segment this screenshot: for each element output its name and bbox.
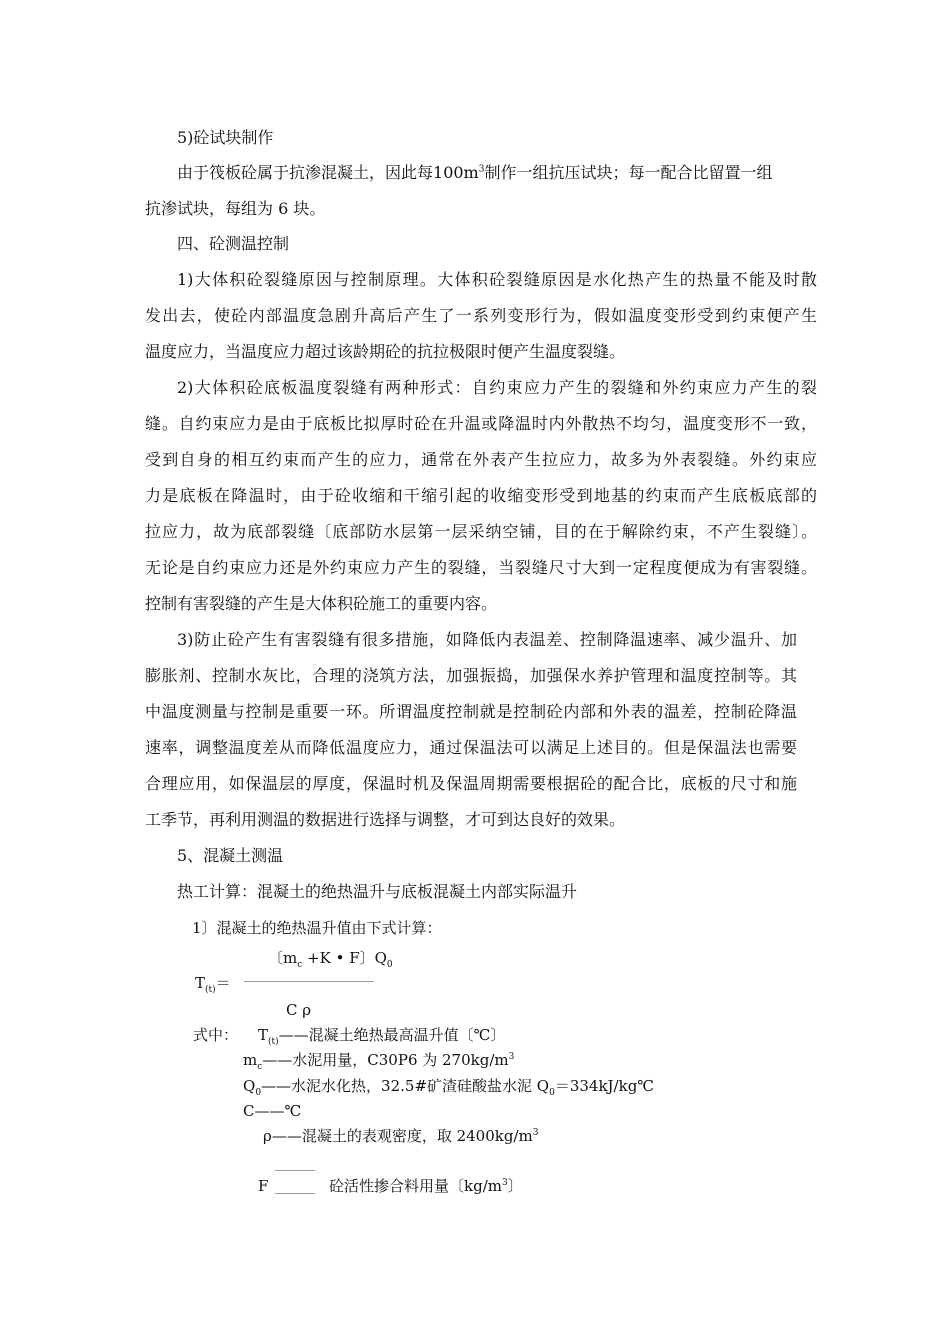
formula-numerator: 〔$m_c +K$ • F〕$Q_0$ (268, 949, 393, 970)
definition-rho: ρ——混凝土的表观密度，取 $2400kg/m^3$ (263, 1127, 539, 1145)
paragraph-line: 合理应用，如保温层的厚度，保温时机及保温周期需要根据砼的配合比，底板的尺寸和施 (145, 774, 797, 793)
definition-c: C——℃ (243, 1102, 302, 1120)
definition-f: 砼活性掺合料用量〔$kg/m^3$〕 (329, 1177, 523, 1195)
paragraph-line: 速率，调整温度差从而降低温度应力，通过保温法可以满足上述目的。但是保温法也需要 (145, 738, 797, 757)
paragraph-line: 1)大体积砼裂缝原因与控制原理。大体积砼裂缝原因是水化热产生的热量不能及时散 (177, 270, 817, 289)
definition-f-symbol: F (258, 1177, 269, 1195)
paragraph-line: 受到自身的相互约束而产生的应力，通常在外表产生拉应力，故多为外表裂缝。外约束应 (145, 450, 817, 469)
paragraph-line: 拉应力，故为底部裂缝〔底部防水层第一层采纳空铺，目的在于解除约束，不产生裂缝〕。 (145, 522, 817, 541)
paragraph-line: 中温度测量与控制是重要一环。所谓温度控制就是控制砼内部和外表的温差，控制砼降温 (145, 702, 797, 721)
formula-lhs: $T_{(t)}=$ (195, 974, 231, 995)
paragraph-line: 缝。自约束应力是由于底板比拟厚时砼在升温或降温时内外散热不均匀，温度变形不一致， (145, 414, 817, 433)
paragraph-line: 2)大体积砼底板温度裂缝有两种形式：自约束应力产生的裂缝和外约束应力产生的裂 (177, 378, 817, 397)
blank-line (275, 1170, 315, 1171)
heading-concrete-temperature: 5、混凝土测温 (177, 846, 284, 865)
paragraph-line: 3)防止砼产生有害裂缝有很多措施，如降低内表温差、控制降温速率、减少温升、加 (177, 630, 797, 649)
thermal-calc-heading: 热工计算：混凝土的绝热温升与底板混凝土内部实际温升 (177, 882, 578, 901)
definition-t: $T_{(t)}——$混凝土绝热最高温升值〔℃〕 (258, 1026, 506, 1047)
paragraph-line: 温度应力，当温度应力超过该龄期砼的抗拉极限时便产生温度裂缝。 (145, 342, 626, 361)
paragraph-line: 力是底板在降温时，由于砼收缩和干缩引起的收缩变形受到地基的约束而产生底板底部的 (145, 486, 817, 505)
definition-mc: $m_c——$水泥用量，C30P6 为 $270kg/m^3$ (243, 1051, 515, 1072)
paragraph-line: 发出去，使砼内部温度急剧升高后产生了一系列变形行为，假如温度变形受到约束便产生 (145, 306, 817, 325)
paragraph-line: 无论是自约束应力还是外约束应力产生的裂缝，当裂缝尺寸大到一定程度便成为有害裂缝。 (145, 558, 817, 577)
fraction-bar (244, 981, 374, 982)
paragraph-line: 膨胀剂、控制水灰比，合理的浇筑方法，加强振捣，加强保水养护管理和温度控制等。其 (145, 666, 797, 685)
paragraph-line: 工季节，再利用测温的数据进行选择与调整，才可到达良好的效果。 (145, 810, 626, 829)
formula-denominator: C ρ (286, 1001, 312, 1019)
where-label: 式中： (193, 1026, 239, 1044)
paragraph-test-blocks-line-1: 由于筏板砼属于抗渗混凝土，因此每$100m^3$制作一组抗压试块；每一配合比留置一组 (177, 163, 773, 182)
formula-intro: 1〕混凝土的绝热温升值由下式计算： (192, 919, 442, 937)
blank-line (275, 1193, 315, 1194)
paragraph-line: 控制有害裂缝的产生是大体积砼施工的重要内容。 (145, 594, 498, 613)
heading-test-blocks: 5)砼试块制作 (177, 128, 274, 147)
heading-temperature-control: 四、砼测温控制 (177, 234, 290, 253)
definition-q0: $Q_0——$水泥水化热，32.5#矿渣硅酸盐水泥 $Q_0=334kJ/kg℃$ (243, 1077, 655, 1098)
paragraph-test-blocks-line-2: 抗渗试块，每组为 6 块。 (145, 199, 326, 218)
